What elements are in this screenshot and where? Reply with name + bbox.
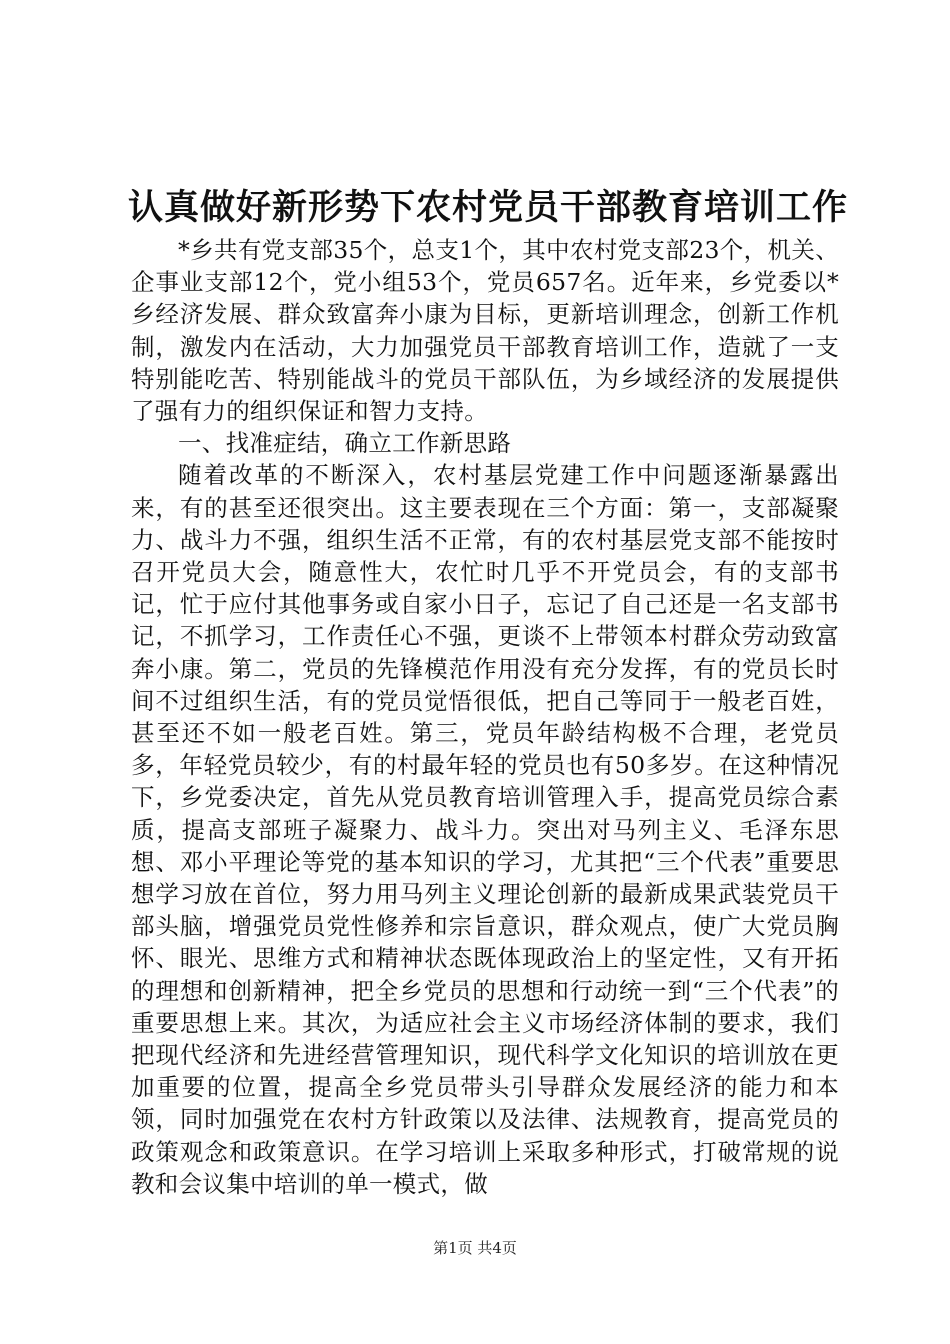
document-body [131, 234, 839, 1200]
page-number-footer: 第1页 共4页 [433, 1239, 517, 1257]
intro-paragraph: *乡共有党支部35个，总支1个，其中农村党支部23个，机关、企事业支部12个，党小组53个，党员657名。近年来，乡党委以*乡经济发展、群众致富奔小康为目标，更新培训理念，创新工作机制，激发内在活动，大力加强党员干部教育培训工作，造就了一支特别能吃苦、特别能战斗的党员干部队伍，为乡域经济的发展提供了强有力的组织保证和智力支持。 [131, 236, 839, 426]
body-paragraph: 随着改革的不断深入，农村基层党建工作中问题逐渐暴露出来，有的甚至还很突出。这主要表现在三个方面：第一，支部凝聚力、战斗力不强，组织生活不正常，有的农村基层党支部不能按时召开党员大会，随意性大，农忙时几乎不开党员会，有的支部书记，忙于应付其他事务或自家小日子，忘记了自己还是一名支部书记，不抓学习，工作责任心不强，更谈不上带领本村群众劳动致富奔小康。第二，党员的先锋模范作用没有充分发挥，有的党员长时间不过组织生活，有的党员觉悟很低，把自己等同于一般老百姓，甚至还不如一般老百姓。第三，党员年龄结构极不合理，老党员多，年轻党员较少，有的村最年轻的党员也有50多岁。在这种情况下，乡党委决定，首先从党员教育培训管理入手，提高党员综合素质，提高支部班子凝聚力、战斗力。突出对马列主义、毛泽东思想、邓小平理论等党的基本知识的学习，尤其把“三个代表”重要思想学习放在首位，努力用马列主义理论创新的最新成果武装党员干部头脑，增强党员党性修养和宗旨意识，群众观点，使广大党员胸怀、眼光、思维方式和精神状态既体现政治上的坚定性，又有开拓的理想和创新精神，把全乡党员的思想和行动统一到“三个代表”的重要思想上来。其次，为适应社会主义市场经济体制的要求，我们把现代经济和先进经营管理知识，现代科学文化知识的培训放在更加重要的位置，提高全乡党员带头引导群众发展经济的能力和本领，同时加强党在农村方针政策以及法律、法规教育，提高党员的政策观念和政策意识。在学习培训上采取多种形式，打破常规的说教和会议集中培训的单一模式，做 [131, 461, 839, 1198]
section-heading: 一、找准症结，确立工作新思路 [178, 429, 512, 458]
document-title: 认真做好新形势下农村党员干部教育培训工作 [128, 188, 849, 228]
